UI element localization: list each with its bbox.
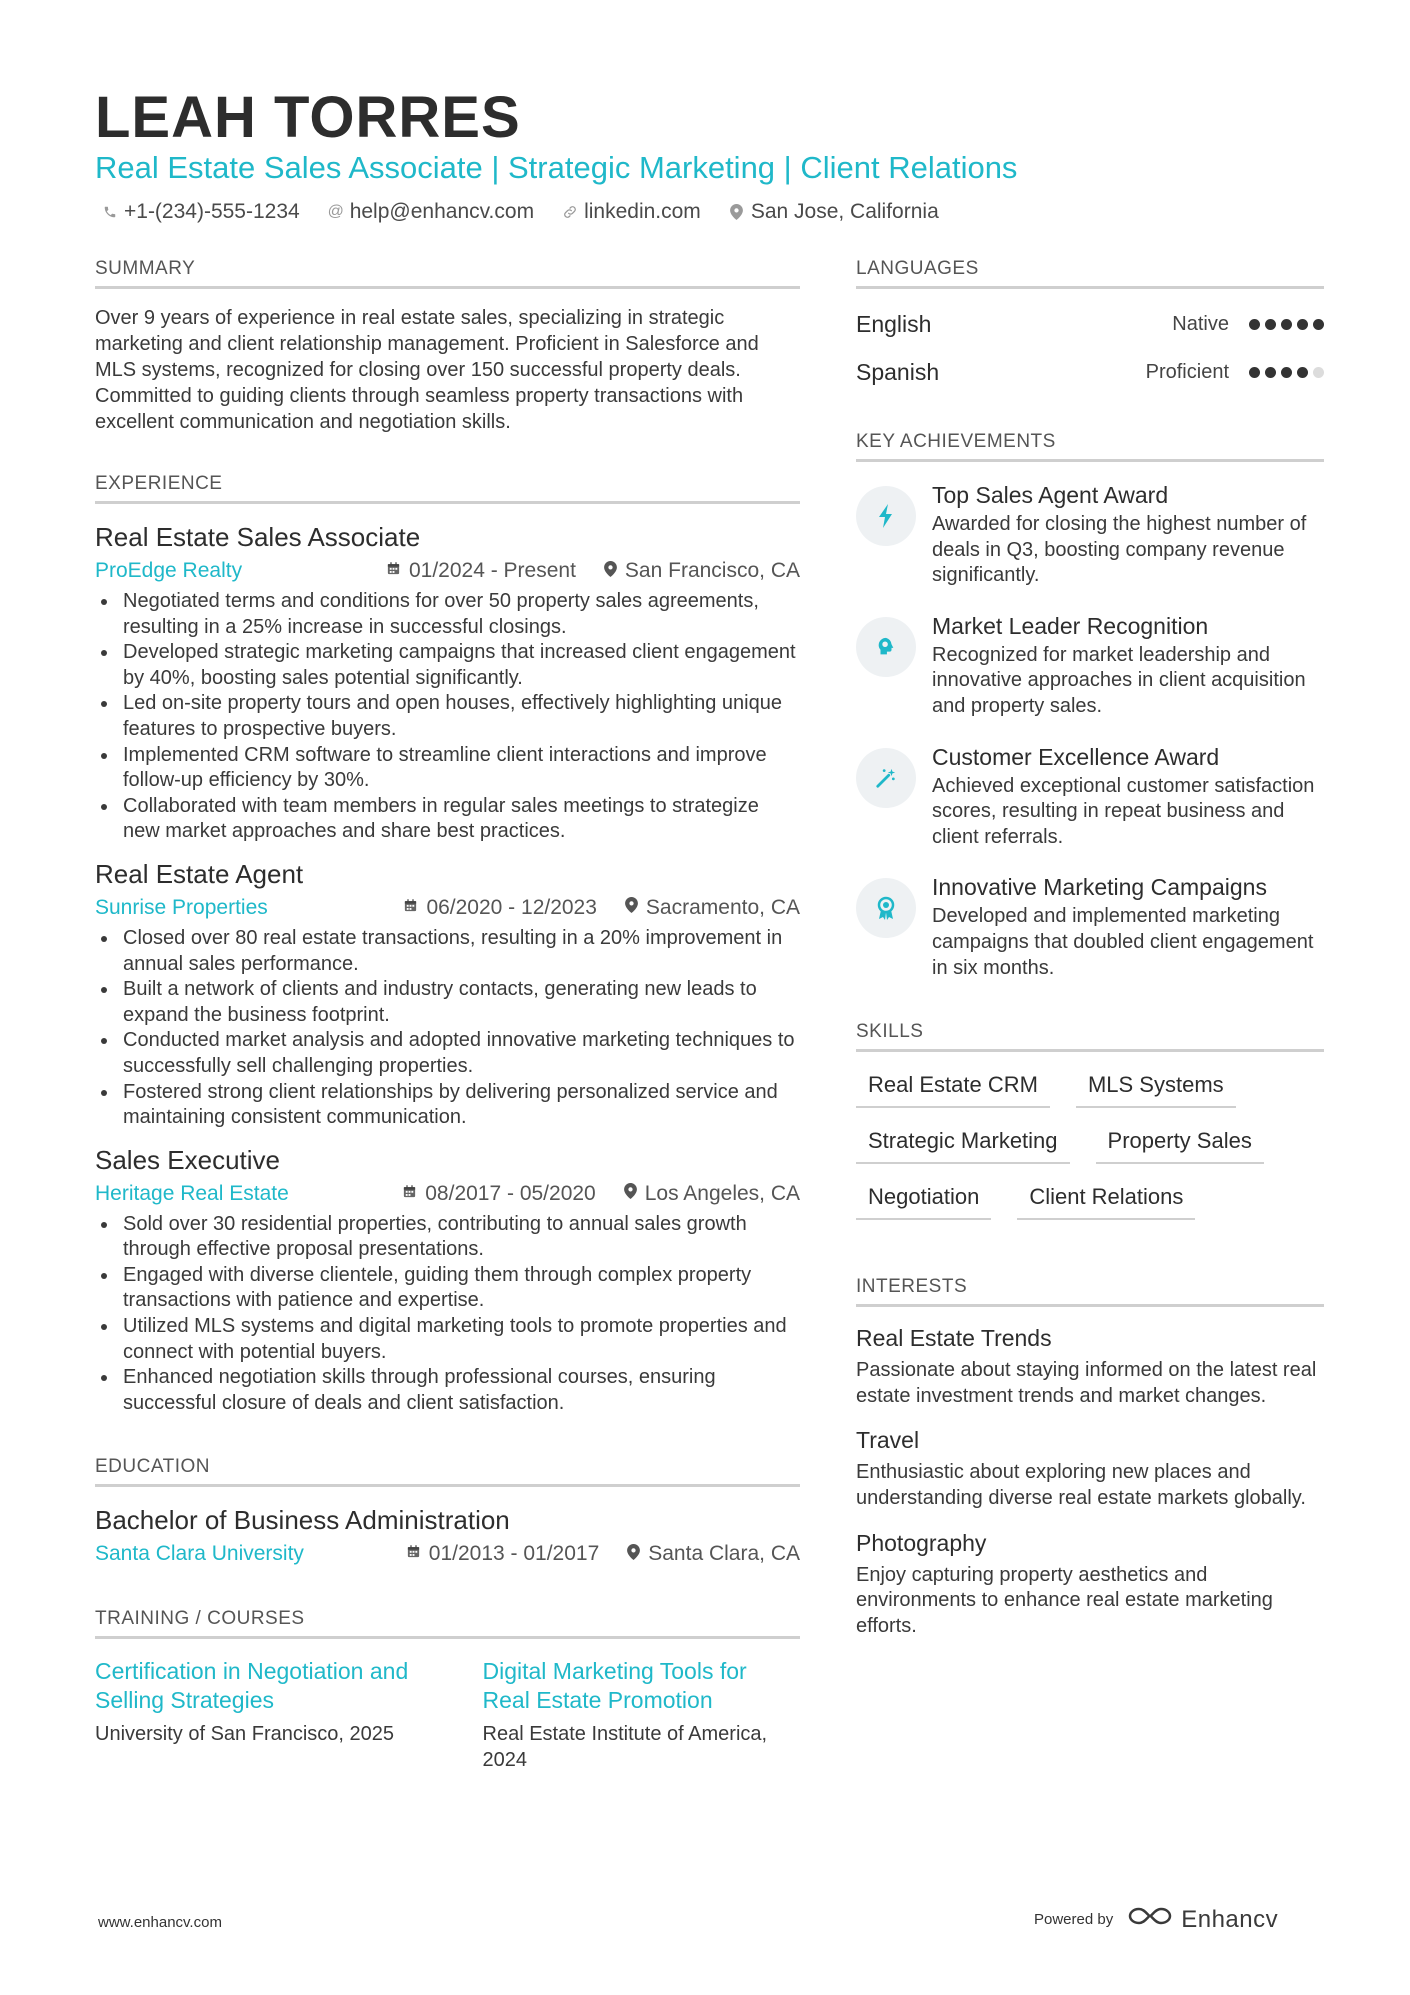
- job-date: [386, 559, 576, 583]
- achievement-item: [856, 872, 1324, 981]
- lightning-icon: [856, 486, 916, 546]
- summary-text: Over 9 years of experience in real estate sales, specializing in strategic marketing and client relationship management. Proficient in Salesforce and MLS systems, recognized for closing over 150 successful property deals. Committed to guiding clients through seamless property transactions with excellent communication and negotiation skills.: [95, 307, 759, 433]
- job-location: [624, 1182, 800, 1206]
- achievement-description: Developed and implemented marketing campaigns that doubled client engagement in six months.: [932, 905, 1314, 979]
- date-text: 01/2024 - Present: [408, 559, 576, 582]
- language-row: [856, 309, 1324, 339]
- date-text: 06/2020 - 12/2023: [426, 895, 597, 919]
- interest-title: Real Estate Trends: [856, 1325, 1052, 1352]
- education-entry: [95, 1505, 800, 1566]
- company-name: Sunrise Properties: [95, 895, 268, 919]
- contact-linkedin[interactable]: [562, 200, 701, 224]
- education-location: [627, 1542, 800, 1566]
- at-icon: @: [327, 203, 344, 220]
- school-name: Santa Clara University: [95, 1542, 304, 1566]
- footer-website[interactable]: www.enhancv.com: [98, 1914, 222, 1931]
- courses-list: [95, 1657, 800, 1773]
- proficiency-dots: [1249, 367, 1324, 378]
- proficiency-dot: [1265, 367, 1276, 378]
- interest-description: Passionate about staying informed on the latest real estate investment trends and market changes.: [856, 1359, 1317, 1407]
- achievement-description: Achieved exceptional customer satisfaction scores, resulting in repeat business and client referrals.: [932, 774, 1315, 848]
- proficiency-dots: [1249, 319, 1324, 330]
- brain-icon: [856, 617, 916, 677]
- left-column: [95, 258, 800, 1773]
- achievement-title: Market Leader Recognition: [932, 612, 1209, 639]
- bullet-item: Engaged with diverse clientele, guiding them through complex property transactions with patience and expertise.: [95, 1263, 800, 1314]
- job-role: Real Estate Agent: [95, 858, 304, 889]
- skill-tag: Real Estate CRM: [856, 1066, 1050, 1108]
- bullet-item: Conducted market analysis and adopted innovative marketing techniques to successfully sell challenging properties.: [95, 1028, 800, 1079]
- contact-phone[interactable]: [102, 200, 300, 224]
- calendar-icon: [403, 898, 418, 918]
- map-pin-icon: [627, 1544, 640, 1565]
- bullet-item: Built a network of clients and industry contacts, generating new leads to expand the business footprint.: [95, 977, 800, 1028]
- bullet-item: Utilized MLS systems and digital marketing tools to promote properties and connect with potential buyers.: [95, 1314, 800, 1365]
- course-provider: University of San Francisco, 2025: [95, 1723, 395, 1746]
- job-meta: [95, 1182, 800, 1206]
- course-item: [483, 1657, 801, 1773]
- job-bullets: [95, 926, 800, 1131]
- location-text: Los Angeles, CA: [644, 1181, 800, 1205]
- map-pin-icon: [604, 561, 617, 582]
- interest-title: Photography: [856, 1529, 987, 1556]
- education-meta: [95, 1542, 800, 1566]
- interest-item: [856, 1325, 1324, 1409]
- experience-entry: [95, 1145, 800, 1417]
- job-location: [625, 896, 800, 920]
- phone-icon: [102, 205, 118, 219]
- map-pin-icon: [729, 204, 745, 220]
- experience-entry: [95, 859, 800, 1131]
- interest-title: Travel: [856, 1427, 920, 1454]
- date-text: 01/2013 - 01/2017: [428, 1542, 600, 1566]
- job-meta: [95, 559, 800, 583]
- company-name: Heritage Real Estate: [95, 1181, 289, 1205]
- job-date: [402, 1182, 595, 1206]
- bullet-item: Fostered strong client relationships by delivering personalized service and maintaining consistent communication.: [95, 1080, 800, 1131]
- language-name: English: [856, 310, 932, 337]
- proficiency-dot: [1281, 319, 1292, 330]
- degree-title: Bachelor of Business Administration: [95, 1505, 510, 1536]
- course-title: Certification in Negotiation and Selling Strategies: [95, 1658, 409, 1714]
- location-text: San Jose, California: [750, 200, 939, 223]
- skill-tag: Negotiation: [856, 1178, 991, 1220]
- proficiency-dot: [1249, 319, 1260, 330]
- bullet-item: Negotiated terms and conditions for over 50 property sales agreements, resulting in a 25% increase in successful closings.: [95, 589, 800, 640]
- bullet-item: Collaborated with team members in regular sales meetings to strategize new market approaches and share best practices.: [95, 794, 800, 845]
- language-level: Proficient: [1145, 360, 1229, 383]
- bullet-item: Developed strategic marketing campaigns that increased client engagement by 40%, boosting sales potential significantly.: [95, 640, 800, 691]
- proficiency-dot: [1313, 319, 1324, 330]
- language-name: Spanish: [856, 358, 940, 385]
- job-bullets: [95, 1212, 800, 1417]
- infinity-logo-icon: [1127, 1905, 1173, 1934]
- achievement-title: Top Sales Agent Award: [932, 482, 1169, 508]
- email-text: help@enhancv.com: [349, 200, 535, 223]
- experience-heading: EXPERIENCE: [95, 473, 800, 504]
- map-pin-icon: [624, 1183, 637, 1204]
- course-item: [95, 1657, 413, 1773]
- bullet-item: Led on-site property tours and open houses, effectively highlighting unique features to prospective buyers.: [95, 691, 800, 742]
- achievement-item: [856, 480, 1324, 589]
- interest-item: [856, 1427, 1324, 1511]
- proficiency-dot: [1297, 319, 1308, 330]
- calendar-icon: [386, 561, 401, 581]
- link-icon: [562, 204, 578, 220]
- language-row: [856, 357, 1324, 387]
- company-name: ProEdge Realty: [95, 559, 243, 582]
- course-title: Digital Marketing Tools for Real Estate Promotion: [482, 1658, 747, 1714]
- skill-tag: MLS Systems: [1076, 1066, 1236, 1108]
- skill-tag: Property Sales: [1096, 1122, 1264, 1164]
- calendar-icon: [406, 1544, 421, 1564]
- bullet-item: Implemented CRM software to streamline client interactions and improve follow-up efficiency by 30%.: [95, 743, 800, 794]
- experience-entry: [95, 522, 800, 845]
- proficiency-dot: [1249, 367, 1260, 378]
- location-text: Santa Clara, CA: [648, 1542, 800, 1566]
- skills-list: [856, 1066, 1324, 1220]
- bullet-item: Enhanced negotiation skills through professional courses, ensuring successful closure of deals and client satisfaction.: [95, 1365, 800, 1416]
- magic-wand-icon: [856, 748, 916, 808]
- language-level: Native: [1172, 312, 1229, 335]
- languages-heading: LANGUAGES: [856, 258, 1324, 289]
- proficiency-dot: [1313, 367, 1324, 378]
- training-heading: TRAINING / COURSES: [95, 1608, 800, 1639]
- award-ribbon-icon: [856, 878, 916, 938]
- linkedin-text: linkedin.com: [584, 200, 701, 223]
- job-meta: [95, 896, 800, 920]
- job-location: [604, 559, 800, 583]
- job-role: Real Estate Sales Associate: [95, 522, 421, 552]
- date-text: 08/2017 - 05/2020: [425, 1181, 596, 1205]
- calendar-icon: [402, 1184, 417, 1204]
- education-heading: EDUCATION: [95, 1456, 800, 1487]
- interest-description: Enjoy capturing property aesthetics and environments to enhance real estate marketing efforts.: [856, 1563, 1273, 1637]
- brand-logo[interactable]: [1127, 1905, 1278, 1934]
- candidate-name: LEAH TORRES: [95, 85, 521, 150]
- location-text: San Francisco, CA: [624, 559, 800, 582]
- powered-by-text: Powered by: [1034, 1911, 1114, 1928]
- location-text: Sacramento, CA: [645, 895, 800, 919]
- interest-item: [856, 1530, 1324, 1640]
- interest-description: Enthusiastic about exploring new places and understanding diverse real estate markets globally.: [856, 1461, 1306, 1509]
- map-pin-icon: [625, 897, 638, 918]
- achievement-title: Customer Excellence Award: [932, 743, 1220, 770]
- achievement-title: Innovative Marketing Campaigns: [932, 874, 1267, 901]
- skill-tag: Strategic Marketing: [856, 1122, 1070, 1164]
- achievement-description: Awarded for closing the highest number of deals in Q3, boosting company revenue significantly.: [932, 513, 1307, 587]
- phone-text: +1-(234)-555-1234: [124, 200, 300, 223]
- contact-location: [729, 200, 939, 224]
- job-role: Sales Executive: [95, 1144, 280, 1175]
- candidate-title: Real Estate Sales Associate | Strategic Marketing | Client Relations: [95, 150, 1018, 185]
- bullet-item: Sold over 30 residential properties, contributing to annual sales growth through effective proposal presentations.: [95, 1212, 800, 1263]
- achievements-heading: KEY ACHIEVEMENTS: [856, 431, 1324, 462]
- brand-name: Enhancv: [1181, 1905, 1279, 1933]
- achievement-description: Recognized for market leadership and innovative approaches in client acquisition and property sales.: [932, 643, 1306, 717]
- interests-heading: INTERESTS: [856, 1276, 1324, 1307]
- contact-email[interactable]: [328, 200, 534, 224]
- job-date: [403, 896, 596, 920]
- bullet-item: Closed over 80 real estate transactions, resulting in a 20% improvement in annual sales performance.: [95, 926, 800, 977]
- job-bullets: [95, 589, 800, 845]
- proficiency-dot: [1281, 367, 1292, 378]
- achievement-item: [856, 611, 1324, 720]
- summary-heading: SUMMARY: [95, 258, 800, 289]
- education-date: [406, 1542, 599, 1566]
- skills-heading: SKILLS: [856, 1021, 1324, 1052]
- footer-branding: [1034, 1905, 1278, 1934]
- right-column: [856, 258, 1324, 1639]
- course-provider: Real Estate Institute of America, 2024: [482, 1723, 768, 1772]
- proficiency-dot: [1297, 367, 1308, 378]
- skill-tag: Client Relations: [1017, 1178, 1195, 1220]
- proficiency-dot: [1265, 319, 1276, 330]
- contact-bar: [102, 200, 939, 224]
- achievement-item: [856, 742, 1324, 851]
